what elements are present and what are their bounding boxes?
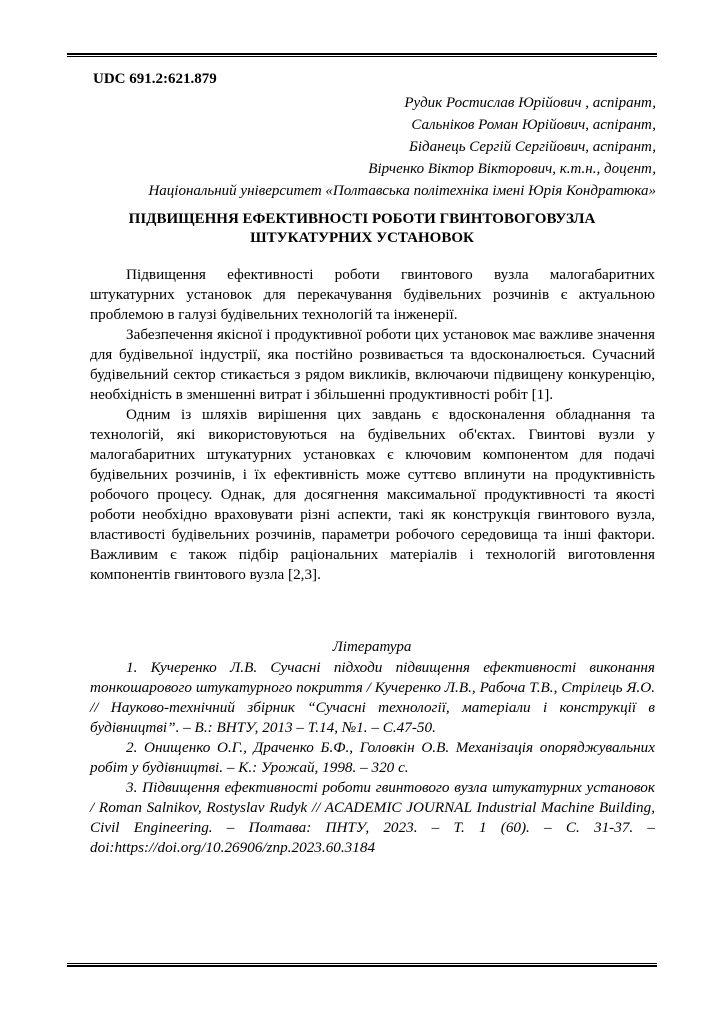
reference-item: 2. Онищенко О.Г., Драченко Б.Ф., Головкін О.В. Механізація опоряджувальних робіт у будівництві. – К.: Урожай, 1998. – 320 с. bbox=[90, 739, 655, 776]
udc-code: UDC 691.2:621.879 bbox=[93, 71, 217, 87]
reference-item: 3. Підвищення ефективності роботи гвинтового вузла штукатурних установок / Roman Salnikov, Rostyslav Rudyk // ACADEMIC JOURNAL Industrial Machine Building, Civil Engineering. – Полтава: ПНТУ, 2023. – Т. 1 (60). – С. 31-37. – doi:https://doi.org/10.26906/znp.2023.60.3184 bbox=[90, 779, 655, 856]
paragraph: Одним із шляхів вирішення цих завдань є вдосконалення обладнання та технологій, які використовуються на будівельних об'єктах. Гвинтові вузли у малогабаритних штукатурних установках є ключовим компонентом для подачі будівельних розчинів, і їх ефективність може суттєво вплинути на продуктивність робочого процесу. Однак, для досягнення максимальної продуктивності та якості роботи необхідно враховувати різні аспекти, такі як конструкція гвинтового вузла, властивості будівельних розчинів, параметри робочого середовища та інші фактори. Важливим є також підбір раціональних матеріалів і технологій виготовлення компонентів гвинтового вузла [2,3]. bbox=[90, 406, 655, 583]
author-line: Рудик Ростислав Юрійович , аспірант, bbox=[404, 95, 656, 111]
author-line: Вірченко Віктор Вікторович, к.т.н., доцент, bbox=[368, 161, 656, 177]
paper-title bbox=[67, 210, 657, 248]
title-line: ШТУКАТУРНИХ УСТАНОВОК bbox=[250, 230, 474, 246]
reference-list bbox=[90, 658, 655, 858]
author-block bbox=[56, 92, 656, 202]
title-line: ПІДВИЩЕННЯ ЕФЕКТИВНОСТІ РОБОТИ ГВИНТОВОГОВУЗЛА bbox=[128, 211, 596, 227]
bottom-rule bbox=[67, 963, 657, 967]
author-line: Біданець Сергій Сергійович, аспірант, bbox=[409, 139, 656, 155]
paragraph: Підвищення ефективності роботи гвинтового вузла малогабаритних штукатурних установок для перекачування будівельних розчинів є актуальною проблемою в галузі будівельних технологій та інженерії. bbox=[90, 266, 655, 323]
body-text bbox=[90, 265, 655, 585]
paragraph: Забезпечення якісної і продуктивної роботи цих установок має важливе значення для будівельної індустрії, яка постійно розвивається та вдосконалюється. Сучасний будівельний сектор стикається з рядом викликів, включаючи підвищену конкуренцію, необхідність в зменшенні витрат і збільшенні продуктивності робіт [1]. bbox=[90, 326, 655, 403]
literature-heading: Література bbox=[332, 639, 412, 655]
reference-item: 1. Кучеренко Л.В. Сучасні підходи підвищення ефективності виконання тонкошарового штукатурного покриття / Кучеренко Л.В., Рабоча Т.В., Стрілець Я.О. // Науково-технічний збірник “Сучасні технології, матеріали і конструкції в будівництві”. – В.: ВНТУ, 2013 – Т.14, №1. – С.47-50. bbox=[90, 659, 655, 736]
author-line: Сальніков Роман Юрійович, аспірант, bbox=[411, 117, 656, 133]
top-rule bbox=[67, 53, 657, 57]
affiliation: Національний університет «Полтавська політехніка імені Юрія Кондратюка» bbox=[148, 183, 656, 199]
